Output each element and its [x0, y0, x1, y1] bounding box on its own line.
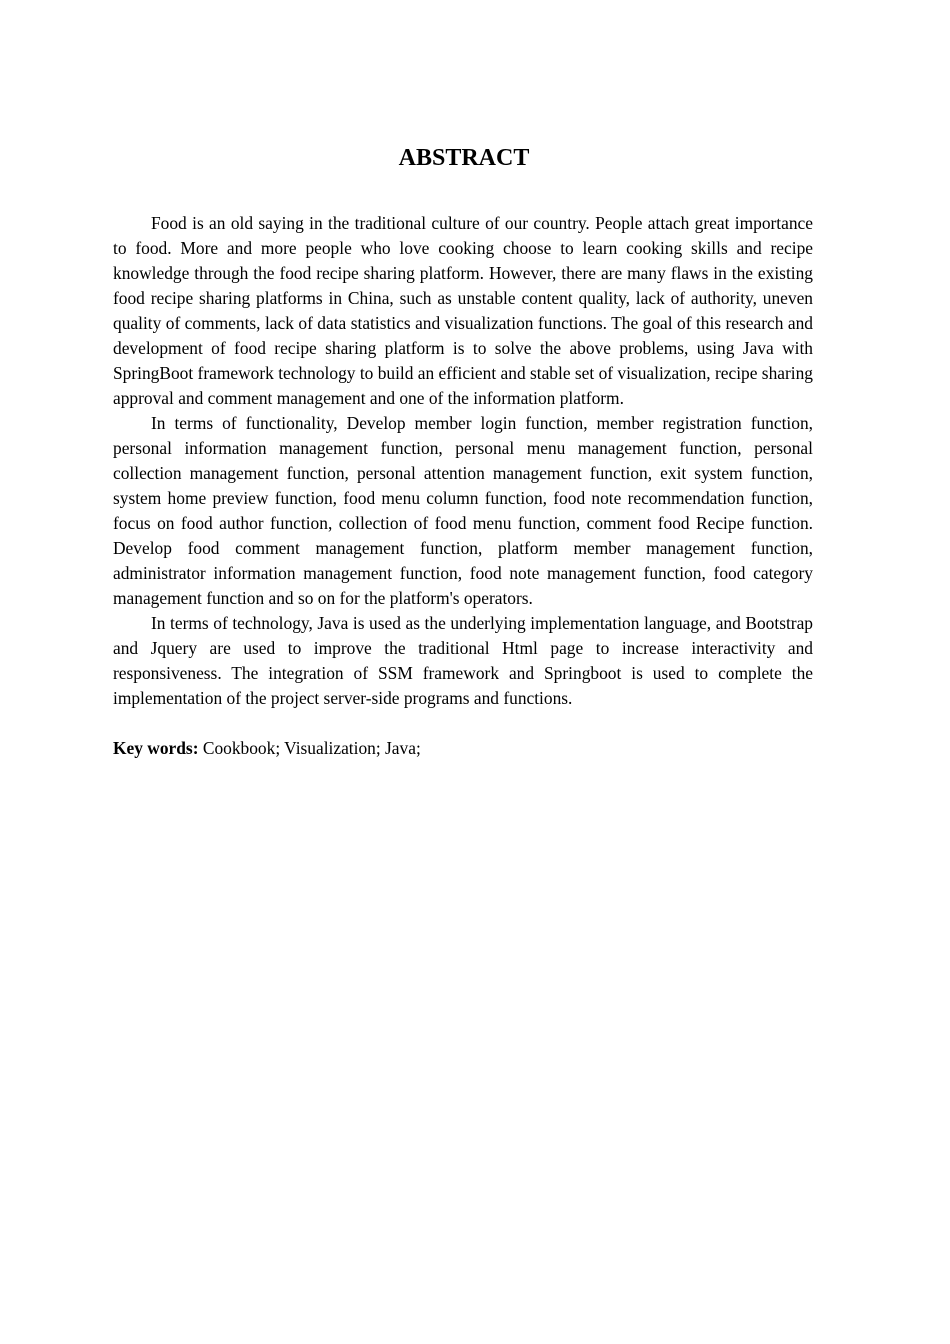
keywords-label: Key words:	[113, 738, 199, 758]
document-page	[113, 0, 813, 1344]
abstract-paragraph-3: In terms of technology, Java is used as the underlying implementation language, and Bootstrap and Jquery are used to improve the traditional Html page to increase interactivity and responsiveness. The integration of SSM framework and Springboot is used to complete the implementation of the project server-side programs and functions.	[113, 613, 813, 708]
abstract-body	[113, 211, 813, 761]
keywords-line	[113, 736, 813, 761]
abstract-paragraph-1: Food is an old saying in the traditional culture of our country. People attach great importance to food. More and more people who love cooking choose to learn cooking skills and recipe knowledge through the food recipe sharing platform. However, there are many flaws in the existing food recipe sharing platforms in China, such as unstable content quality, lack of authority, uneven quality of comments, lack of data statistics and visualization functions. The goal of this research and development of food recipe sharing platform is to solve the above problems, using Java with SpringBoot framework technology to build an efficient and stable set of visualization, recipe sharing approval and comment management and one of the information platform.	[113, 213, 813, 408]
abstract-title: ABSTRACT	[398, 145, 530, 171]
keywords-value: Cookbook; Visualization; Java;	[198, 738, 421, 758]
abstract-paragraph-2: In terms of functionality, Develop member login function, member registration function, personal information management function, personal menu management function, personal collection management function, personal attention management function, exit system function, system home preview function, food menu column function, food note recommendation function, focus on food author function, collection of food menu function, comment food Recipe function. Develop food comment management function, platform member management function, administrator information management function, food note management function, food category management function and so on for the platform's operators.	[113, 413, 813, 608]
